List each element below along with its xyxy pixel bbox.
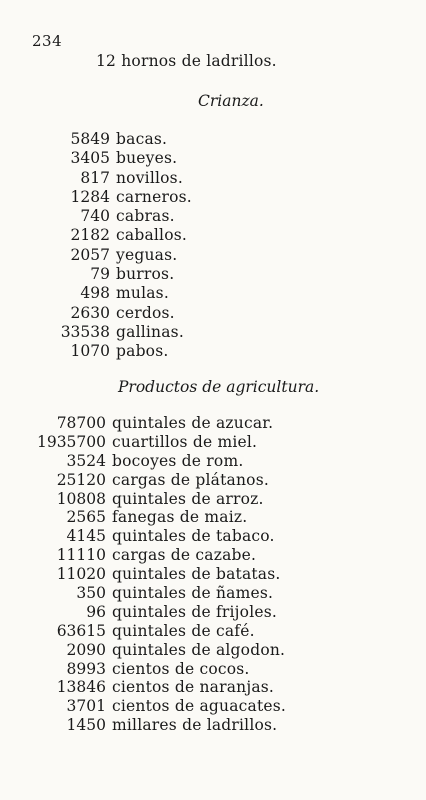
list-item — [0, 226, 192, 245]
item-description: mulas. — [116, 284, 169, 303]
item-quantity: 25120 — [56, 470, 106, 489]
item-description: caballos. — [116, 226, 188, 245]
item-description: quintales de azucar. — [112, 414, 274, 432]
list-item — [0, 433, 286, 452]
list-item — [0, 304, 192, 323]
list-item — [0, 342, 192, 361]
item-quantity: 96 — [86, 602, 106, 621]
item-quantity: 2630 — [70, 303, 110, 322]
item-quantity: 13846 — [56, 678, 106, 697]
list-item — [0, 130, 192, 149]
list-item — [0, 527, 286, 546]
item-quantity: 1284 — [70, 187, 110, 206]
item-quantity: 3701 — [66, 697, 106, 716]
item-description: bueyes. — [116, 149, 178, 168]
item-quantity: 3405 — [70, 149, 110, 168]
item-description: quintales de tabaco. — [112, 527, 275, 546]
item-description: cabras. — [116, 207, 175, 226]
list-item — [0, 716, 286, 735]
item-quantity: 2182 — [70, 226, 110, 245]
item-description: fanegas de maiz. — [112, 508, 248, 527]
item-quantity: 2565 — [66, 508, 106, 527]
list-item — [0, 414, 286, 433]
list-item — [0, 565, 286, 584]
item-quantity: 3524 — [66, 451, 106, 470]
item-description: carneros. — [116, 187, 192, 206]
item-description: quintales de frijoles. — [112, 602, 278, 621]
item-quantity: 78700 — [56, 414, 106, 432]
section-heading-crianza: Crianza. — [198, 92, 264, 110]
item-quantity: 33538 — [60, 322, 110, 341]
list-item — [0, 660, 286, 679]
item-description: cientos de aguacates. — [112, 697, 287, 716]
page-number: 234 — [32, 32, 63, 50]
list-item — [0, 188, 192, 207]
list-item — [0, 323, 192, 342]
list-item — [0, 490, 286, 509]
item-description: bocoyes de rom. — [112, 451, 244, 470]
item-quantity: 5849 — [70, 130, 110, 148]
item-quantity: 8993 — [66, 659, 106, 678]
item-quantity: 11020 — [56, 565, 106, 584]
item-description: gallinas. — [116, 322, 184, 341]
item-description: cuartillos de miel. — [112, 432, 258, 451]
item-quantity: 1070 — [70, 342, 110, 361]
item-quantity: 63615 — [56, 621, 106, 640]
item-description: quintales de arroz. — [112, 489, 264, 508]
list-item — [0, 584, 286, 603]
top-line: 12 hornos de ladrillos. — [96, 52, 277, 70]
item-description: quintales de algodon. — [112, 640, 286, 659]
list-item — [0, 603, 286, 622]
crianza-list — [0, 130, 192, 362]
list-item — [0, 169, 192, 188]
list-item — [0, 207, 192, 226]
list-item — [0, 641, 286, 660]
list-item — [0, 265, 192, 284]
list-item — [0, 284, 192, 303]
item-description: yeguas. — [116, 245, 178, 264]
item-description: cargas de plátanos. — [112, 470, 269, 489]
item-description: millares de ladrillos. — [112, 716, 278, 735]
list-item — [0, 149, 192, 168]
item-quantity: 740 — [80, 207, 110, 226]
item-quantity: 2057 — [70, 245, 110, 264]
item-quantity: 817 — [80, 168, 110, 187]
item-description: cargas de cazabe. — [112, 546, 257, 565]
item-quantity: 4145 — [66, 527, 106, 546]
list-item — [0, 697, 286, 716]
item-description: cerdos. — [116, 303, 175, 322]
item-description: bacas. — [116, 130, 168, 148]
section-heading-productos: Productos de agricultura. — [118, 378, 320, 396]
item-quantity: 1935700 — [36, 432, 106, 451]
item-quantity: 11110 — [56, 546, 106, 565]
item-description: quintales de café. — [112, 621, 255, 640]
list-item — [0, 546, 286, 565]
item-description: quintales de ñames. — [112, 584, 274, 603]
list-item — [0, 678, 286, 697]
item-quantity: 350 — [76, 584, 106, 603]
item-quantity: 2090 — [66, 640, 106, 659]
productos-list — [0, 414, 286, 735]
list-item — [0, 246, 192, 265]
item-quantity: 79 — [90, 265, 110, 284]
item-description: quintales de batatas. — [112, 565, 281, 584]
item-quantity: 1450 — [66, 716, 106, 735]
item-quantity: 10808 — [56, 489, 106, 508]
list-item — [0, 452, 286, 471]
item-description: novillos. — [116, 168, 183, 187]
item-description: pabos. — [116, 342, 169, 361]
list-item — [0, 471, 286, 490]
item-description: cientos de naranjas. — [112, 678, 275, 697]
list-item — [0, 508, 286, 527]
item-description: cientos de cocos. — [112, 659, 250, 678]
list-item — [0, 622, 286, 641]
item-quantity: 498 — [80, 284, 110, 303]
item-description: burros. — [116, 265, 175, 284]
